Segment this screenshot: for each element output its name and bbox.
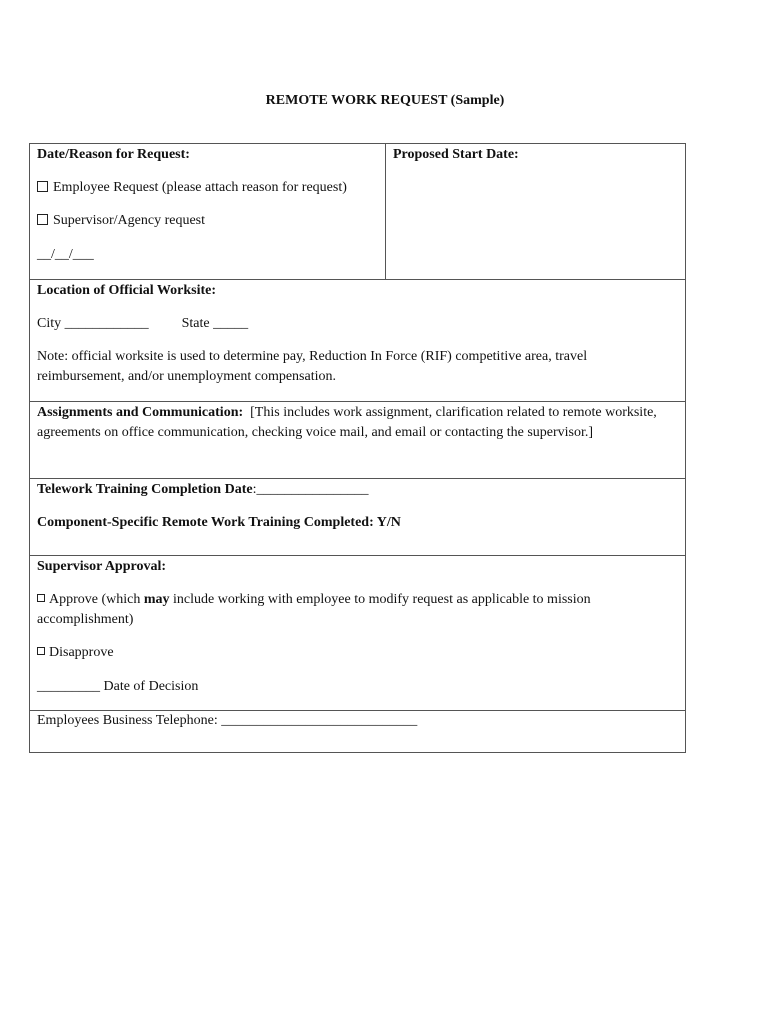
assignments-description: [This includes work assignment, clarification related to remote worksite, agreements on office communication, checking voice mail, and email or contacting the supervisor.] bbox=[37, 405, 657, 440]
telephone-field[interactable]: Employees Business Telephone: ____________________________ bbox=[37, 713, 418, 728]
request-form bbox=[29, 143, 686, 753]
worksite-note: Note: official worksite is used to determine pay, Reduction In Force (RIF) competitive area, travel reimbursement, and/or unemployment compensation. bbox=[37, 349, 588, 384]
training-date-line bbox=[37, 480, 677, 500]
approve-label-pre: Approve (which bbox=[49, 592, 144, 607]
employee-request-option[interactable] bbox=[37, 178, 377, 198]
supervisor-approval-heading: Supervisor Approval: bbox=[37, 559, 167, 574]
proposed-start-date-heading: Proposed Start Date: bbox=[393, 147, 519, 162]
supervisor-request-option[interactable] bbox=[37, 211, 377, 231]
worksite-row bbox=[30, 279, 685, 401]
date-reason-heading: Date/Reason for Request: bbox=[37, 147, 190, 162]
component-training-label: Component-Specific Remote Work Training Completed: Y/N bbox=[37, 515, 401, 530]
supervisor-request-label: Supervisor/Agency request bbox=[53, 213, 206, 228]
date-reason-row bbox=[30, 144, 685, 279]
training-date-blank[interactable]: :________________ bbox=[252, 482, 369, 497]
checkbox-icon[interactable] bbox=[37, 594, 45, 602]
assignments-heading: Assignments and Communication: bbox=[37, 405, 244, 420]
worksite-heading: Location of Official Worksite: bbox=[37, 283, 216, 298]
approve-label-bold: may bbox=[143, 592, 170, 607]
city-state-line bbox=[37, 314, 677, 334]
assignments-text bbox=[37, 403, 662, 443]
telephone-row bbox=[30, 710, 685, 752]
checkbox-icon[interactable] bbox=[37, 181, 48, 192]
city-field[interactable]: City ____________ bbox=[37, 316, 149, 331]
checkbox-icon[interactable] bbox=[37, 647, 45, 655]
date-reason-cell bbox=[30, 144, 386, 279]
training-date-label: Telework Training Completion Date bbox=[37, 482, 253, 497]
assignments-row bbox=[30, 401, 685, 478]
disapprove-label: Disapprove bbox=[49, 645, 114, 660]
supervisor-approval-row bbox=[30, 555, 685, 710]
training-row bbox=[30, 478, 685, 555]
state-field[interactable]: State _____ bbox=[181, 316, 249, 331]
decision-date-field[interactable]: _________ Date of Decision bbox=[37, 679, 199, 694]
disapprove-option[interactable] bbox=[37, 643, 677, 663]
approve-option[interactable] bbox=[37, 590, 657, 630]
request-date-blank[interactable]: __/__/___ bbox=[37, 247, 94, 262]
employee-request-label: Employee Request (please attach reason for request) bbox=[53, 180, 347, 195]
approve-label-post: include working with employee to modify request as applicable to mission accomplishment) bbox=[37, 592, 591, 627]
proposed-start-date-cell[interactable] bbox=[386, 144, 685, 279]
checkbox-icon[interactable] bbox=[37, 214, 48, 225]
page-title: REMOTE WORK REQUEST (Sample) bbox=[265, 93, 505, 108]
